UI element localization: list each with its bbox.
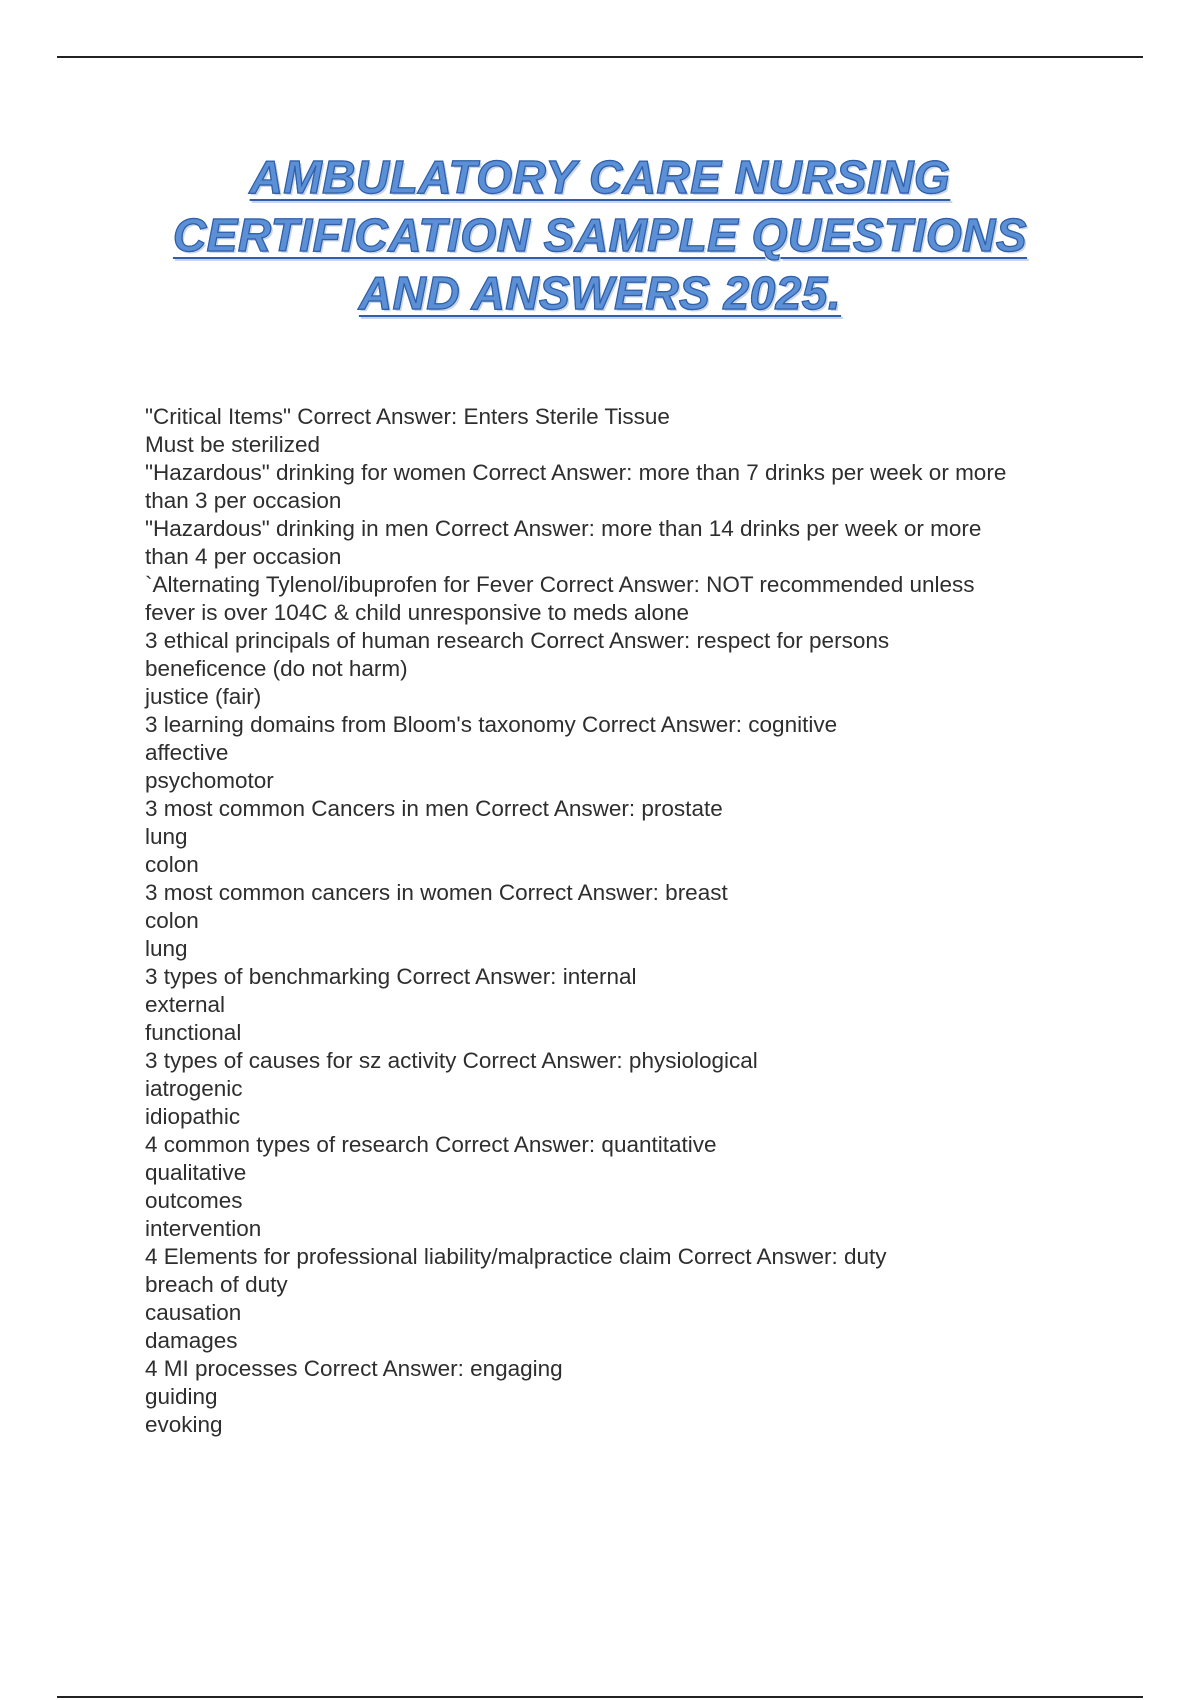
qa-line: colon	[145, 908, 199, 933]
qa-line: `Alternating Tylenol/ibuprofen for Fever Correct Answer: NOT recommended unless	[145, 572, 975, 597]
qa-line: 3 most common cancers in women Correct Answer: breast	[145, 880, 728, 905]
title-line	[100, 264, 1100, 322]
qa-line: qualitative	[145, 1160, 247, 1185]
qa-line: iatrogenic	[145, 1076, 243, 1101]
qa-line: colon	[145, 852, 199, 877]
title-line	[100, 206, 1100, 264]
qa-line: outcomes	[145, 1188, 243, 1213]
qa-line: than 4 per occasion	[145, 544, 342, 569]
qa-line: beneficence (do not harm)	[145, 656, 408, 681]
qa-line: 3 learning domains from Bloom's taxonomy Correct Answer: cognitive	[145, 712, 838, 737]
title-line	[100, 148, 1100, 206]
qa-line: external	[145, 992, 226, 1017]
qa-line: 4 common types of research Correct Answer: quantitative	[145, 1132, 717, 1157]
bottom-divider	[57, 1696, 1143, 1698]
question-answer-list	[145, 403, 1095, 1439]
qa-line: guiding	[145, 1384, 218, 1409]
qa-line: fever is over 104C & child unresponsive to meds alone	[145, 600, 690, 625]
qa-line: than 3 per occasion	[145, 488, 342, 513]
title-line-text: CERTIFICATION SAMPLE QUESTIONS	[172, 209, 1028, 261]
qa-line: affective	[145, 740, 229, 765]
qa-line: idiopathic	[145, 1104, 241, 1129]
qa-line: Must be sterilized	[145, 432, 321, 457]
qa-line: "Hazardous" drinking for women Correct Answer: more than 7 drinks per week or more	[145, 460, 1007, 485]
qa-line: 3 most common Cancers in men Correct Answer: prostate	[145, 796, 723, 821]
qa-line: 4 MI processes Correct Answer: engaging	[145, 1356, 563, 1381]
qa-line: damages	[145, 1328, 238, 1353]
qa-line: justice (fair)	[145, 684, 262, 709]
qa-line: intervention	[145, 1216, 262, 1241]
title-line-text: AMBULATORY CARE NURSING	[249, 151, 951, 203]
qa-line: evoking	[145, 1412, 223, 1437]
top-divider	[57, 56, 1143, 58]
qa-line: 3 types of causes for sz activity Correct Answer: physiological	[145, 1048, 758, 1073]
qa-line: 3 ethical principals of human research Correct Answer: respect for persons	[145, 628, 890, 653]
qa-line: "Hazardous" drinking in men Correct Answer: more than 14 drinks per week or more	[145, 516, 982, 541]
qa-line: causation	[145, 1300, 242, 1325]
title-line-text: AND ANSWERS 2025.	[358, 267, 842, 319]
qa-line: breach of duty	[145, 1272, 288, 1297]
qa-line: 3 types of benchmarking Correct Answer: internal	[145, 964, 637, 989]
qa-line: lung	[145, 824, 188, 849]
qa-line: psychomotor	[145, 768, 274, 793]
qa-line: lung	[145, 936, 188, 961]
document-title	[100, 148, 1100, 322]
qa-line: functional	[145, 1020, 242, 1045]
qa-line: 4 Elements for professional liability/malpractice claim Correct Answer: duty	[145, 1244, 887, 1269]
qa-line: "Critical Items" Correct Answer: Enters Sterile Tissue	[145, 404, 670, 429]
